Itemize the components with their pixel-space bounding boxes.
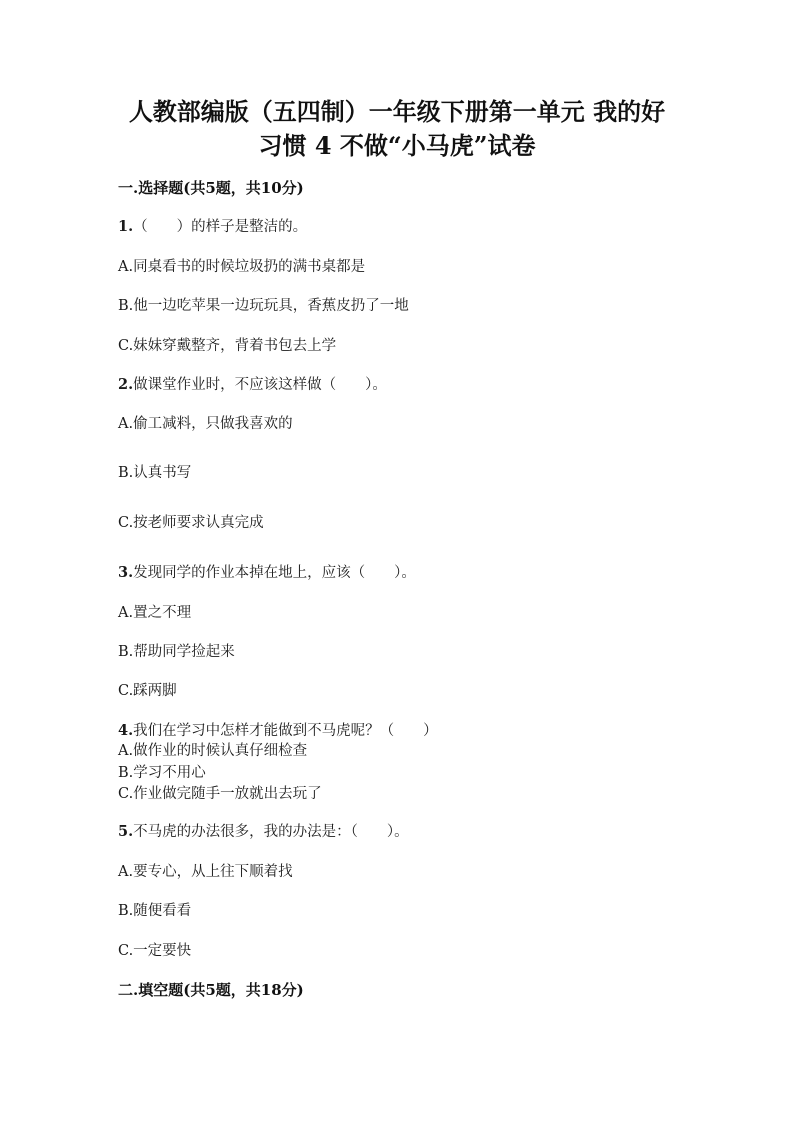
- question-2-option-a: A.偷工减料，只做我喜欢的: [118, 416, 293, 432]
- question-4-option-b: B.学习不用心: [118, 765, 206, 781]
- section-heading-fill-in: 二.填空题(共5题，共18分): [118, 981, 304, 999]
- question-text: 做课堂作业时，不应该这样做（ ）。: [133, 377, 387, 393]
- question-2-option-b: B.认真书写: [118, 465, 192, 481]
- question-3-option-b: B.帮助同学捡起来: [118, 644, 235, 660]
- question-2-stem: [118, 375, 387, 395]
- question-2-option-c: C.按老师要求认真完成: [118, 515, 264, 531]
- question-4-stem: [118, 721, 438, 741]
- question-1-stem: [118, 217, 307, 237]
- question-text: 我们在学习中怎样才能做到不马虎呢？（ ）: [133, 723, 438, 739]
- question-text: （ ）的样子是整洁的。: [133, 219, 308, 235]
- title-line-2: 习惯 4 不做“小马虎”试卷: [258, 131, 536, 160]
- question-number: 2.: [118, 376, 134, 393]
- question-5-stem: [118, 822, 409, 842]
- question-3-option-a: A.置之不理: [118, 605, 192, 621]
- question-1-option-a: A.同桌看书的时候垃圾扔的满书桌都是: [118, 259, 366, 275]
- title-line-1: 人教部编版（五四制）一年级下册第一单元 我的好: [128, 97, 666, 126]
- question-4-option-c: C.作业做完随手一放就出去玩了: [118, 786, 322, 802]
- question-1-option-c: C.妹妹穿戴整齐，背着书包去上学: [118, 338, 337, 354]
- question-number: 1.: [118, 218, 134, 235]
- section-heading-choice: 一.选择题(共5题，共10分): [118, 179, 304, 197]
- question-3-option-c: C.踩两脚: [118, 683, 177, 699]
- question-number: 3.: [118, 564, 134, 581]
- question-text: 发现同学的作业本掉在地上，应该（ ）。: [133, 565, 416, 581]
- question-4-option-a: A.做作业的时候认真仔细检查: [118, 743, 308, 759]
- question-number: 4.: [118, 722, 134, 739]
- question-number: 5.: [118, 823, 134, 840]
- question-3-stem: [118, 563, 416, 583]
- question-5-option-a: A.要专心，从上往下顺着找: [118, 864, 293, 880]
- question-5-option-c: C.一定要快: [118, 943, 192, 959]
- question-5-option-b: B.随便看看: [118, 903, 192, 919]
- question-text: 不马虎的办法很多，我的办法是：（ ）。: [133, 824, 409, 840]
- question-1-option-b: B.他一边吃苹果一边玩玩具，香蕉皮扔了一地: [118, 298, 409, 314]
